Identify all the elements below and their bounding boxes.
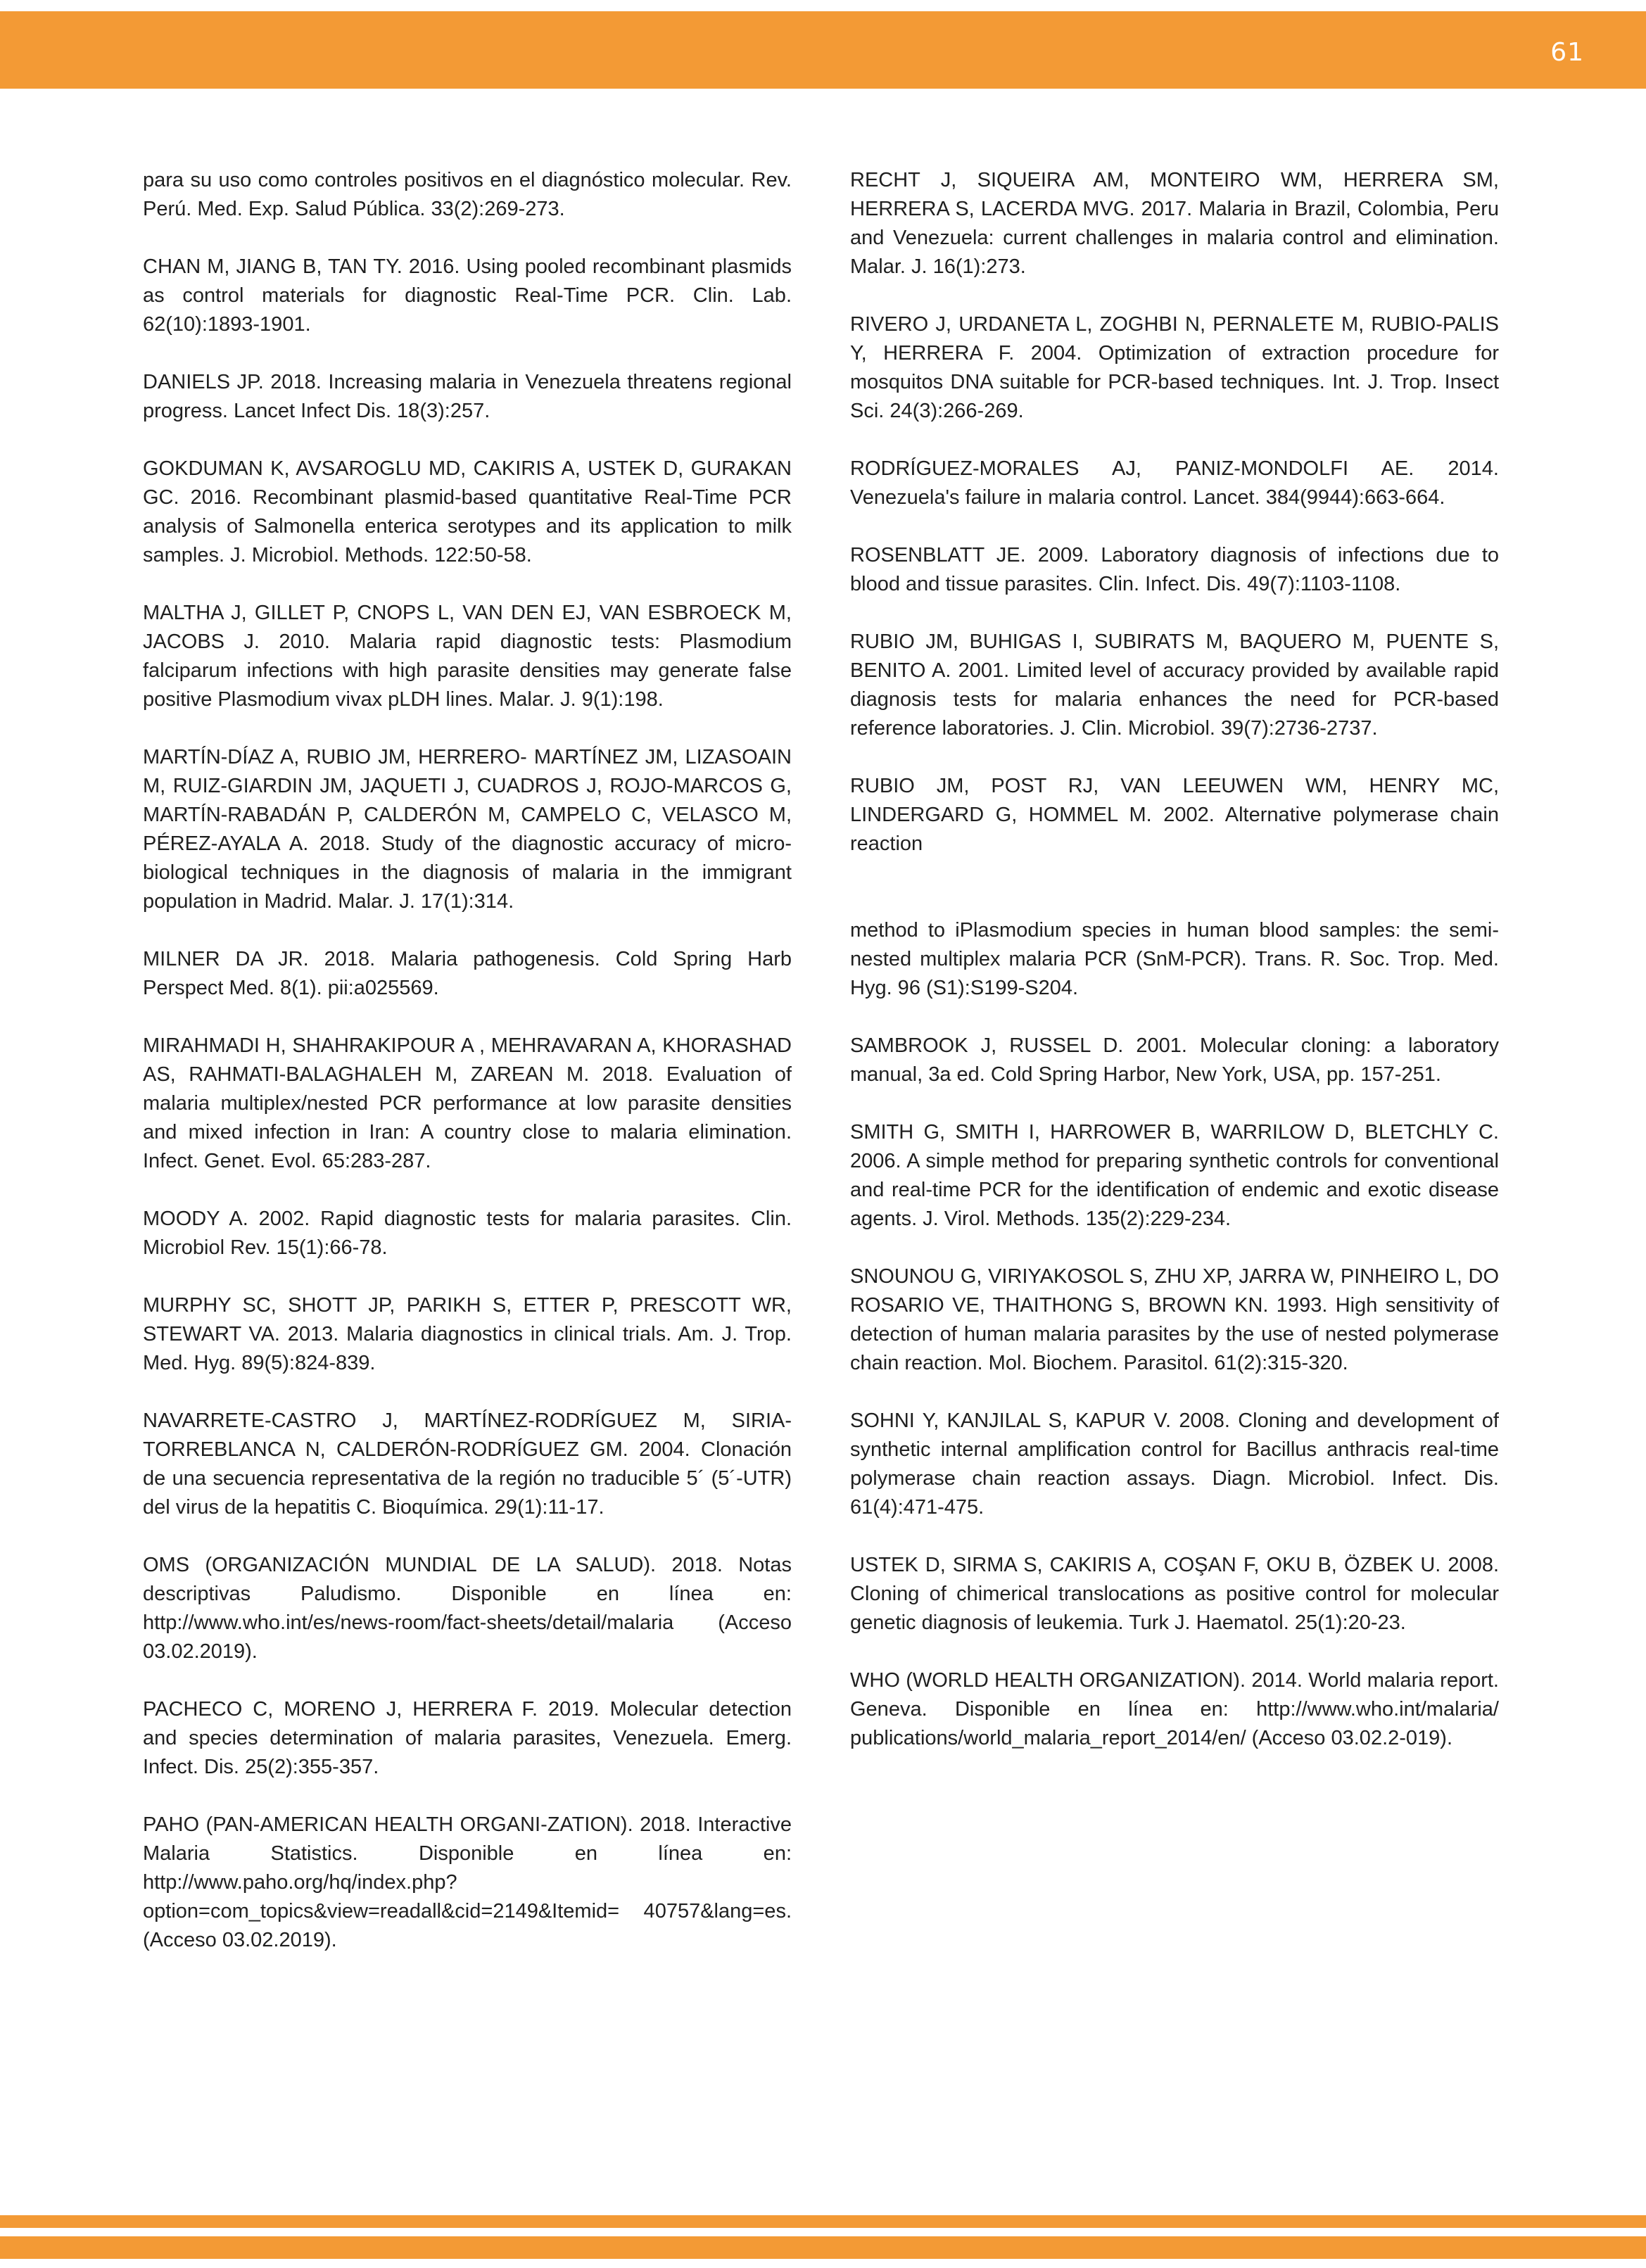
reference-item: SAMBROOK J, RUSSEL D. 2001. Molecular cloning: a laboratory manual, 3a ed. Cold Spring Harbor, New York, USA, pp. 157-251.: [850, 1034, 1499, 1086]
reference-item: para su uso como controles positivos en el diagnóstico molecular. Rev. Perú. Med. Exp. Salud Pública. 33(2):269-273.: [143, 169, 792, 220]
reference-item: CHAN M, JIANG B, TAN TY. 2016. Using pooled recombinant plasmids as control materials for diagnostic Real-Time PCR. Clin. Lab. 62(10):1893-1901.: [143, 255, 792, 336]
reference-item: RUBIO JM, POST RJ, VAN LEEUWEN WM, HENRY MC, LINDERGARD G, HOMMEL M. 2002. Alternative polymerase chain reaction: [850, 775, 1499, 855]
left-column: [143, 166, 792, 1984]
reference-item: NAVARRETE-CASTRO J, MARTÍNEZ-RODRÍGUEZ M, SIRIA-TORREBLANCA N, CALDERÓN-RODRÍGUEZ GM. 2004. Clonación de una secuencia representativa de la región no traducible 5´ (5´-UTR) del virus de la hepatitis C. Bioquímica. 29(1):11-17.: [143, 1409, 792, 1519]
reference-item: ROSENBLATT JE. 2009. Laboratory diagnosis of infections due to blood and tissue parasites. Clin. Infect. Dis. 49(7):1103-1108.: [850, 544, 1499, 595]
reference-item: USTEK D, SIRMA S, CAKIRIS A, COŞAN F, OKU B, ÖZBEK U. 2008. Cloning of chimerical translocations as positive control for molecular genetic diagnosis of leukemia. Turk J. Haematol. 25(1):20-23.: [850, 1554, 1499, 1634]
footer-band-thick: [0, 2236, 1646, 2259]
reference-item: SNOUNOU G, VIRIYAKOSOL S, ZHU XP, JARRA W, PINHEIRO L, DO ROSARIO VE, THAITHONG S, BROWN KN. 1993. High sensitivity of detection of human malaria parasites by the use of nested polymerase chain reaction. Mol. Biochem. Parasitol. 61(2):315-320.: [850, 1265, 1499, 1374]
page-number: 61: [1550, 38, 1584, 67]
reference-item: GOKDUMAN K, AVSAROGLU MD, CAKIRIS A, USTEK D, GURAKAN GC. 2016. Recombinant plasmid-based quantitative Real-Time PCR analysis of Salmonella enterica serotypes and its application to milk samples. J. Microbiol. Methods. 122:50-58.: [143, 457, 792, 566]
footer-band-thin: [0, 2215, 1646, 2228]
reference-item: MARTÍN-DÍAZ A, RUBIO JM, HERRERO- MARTÍNEZ JM, LIZASOAIN M, RUIZ-GIARDIN JM, JAQUETI J, CUADROS J, ROJO-MARCOS G, MARTÍN-RABADÁN P, CALDERÓN M, CAMPELO C, VELASCO M, PÉREZ-AYALA A. 2018. Study of the diagnostic accuracy of micro-biological techniques in the diagnosis of malaria in the immigrant population in Madrid. Malar. J. 17(1):314.: [143, 746, 792, 913]
reference-item: MURPHY SC, SHOTT JP, PARIKH S, ETTER P, PRESCOTT WR, STEWART VA. 2013. Malaria diagnostics in clinical trials. Am. J. Trop. Med. Hyg. 89(5):824-839.: [143, 1294, 792, 1374]
reference-item: method to iPlasmodium species in human blood samples: the semi-nested multiplex malaria PCR (SnM-PCR). Trans. R. Soc. Trop. Med. Hyg. 96 (S1):S199-S204.: [850, 919, 1499, 999]
reference-item: RUBIO JM, BUHIGAS I, SUBIRATS M, BAQUERO M, PUENTE S, BENITO A. 2001. Limited level of accuracy provided by available rapid diagnosis tests for malaria enhances the need for PCR-based reference laboratories. J. Clin. Microbiol. 39(7):2736-2737.: [850, 631, 1499, 740]
reference-item: RIVERO J, URDANETA L, ZOGHBI N, PERNALETE M, RUBIO-PALIS Y, HERRERA F. 2004. Optimization of extraction procedure for mosquitos DNA suitable for PCR-based techniques. Int. J. Trop. Insect Sci. 24(3):266-269.: [850, 313, 1499, 422]
reference-item: WHO (WORLD HEALTH ORGANIZATION). 2014. World malaria report. Geneva. Disponible en línea en: http://www.who.int/malaria/ publications/world_malaria_report_2014/en/ (Acceso 03.02.2-019).: [850, 1669, 1499, 1749]
reference-item: MALTHA J, GILLET P, CNOPS L, VAN DEN EJ, VAN ESBROECK M, JACOBS J. 2010. Malaria rapid diagnostic tests: Plasmodium falciparum infections with high parasite densities may generate false positive Plasmodium vivax pLDH lines. Malar. J. 9(1):198.: [143, 602, 792, 711]
reference-item: PACHECO C, MORENO J, HERRERA F. 2019. Molecular detection and species determination of malaria parasites, Venezuela. Emerg. Infect. Dis. 25(2):355-357.: [143, 1698, 792, 1778]
reference-item: SMITH G, SMITH I, HARROWER B, WARRILOW D, BLETCHLY C. 2006. A simple method for preparing synthetic controls for conventional and real-time PCR for the identification of endemic and exotic disease agents. J. Virol. Methods. 135(2):229-234.: [850, 1121, 1499, 1230]
reference-item: MILNER DA JR. 2018. Malaria pathogenesis. Cold Spring Harb Perspect Med. 8(1). pii:a025569.: [143, 948, 792, 999]
header-band: [0, 11, 1646, 89]
reference-item: MOODY A. 2002. Rapid diagnostic tests for malaria parasites. Clin. Microbiol Rev. 15(1):66-78.: [143, 1208, 792, 1259]
reference-item: MIRAHMADI H, SHAHRAKIPOUR A , MEHRAVARAN A, KHORASHAD AS, RAHMATI-BALAGHALEH M, ZAREAN M. 2018. Evaluation of malaria multiplex/nested PCR performance at low parasite densities and mixed infection in Iran: A country close to malaria elimination. Infect. Genet. Evol. 65:283-287.: [143, 1034, 792, 1172]
reference-item: RODRÍGUEZ-MORALES AJ, PANIZ-MONDOLFI AE. 2014. Venezuela's failure in malaria control. Lancet. 384(9944):663-664.: [850, 457, 1499, 509]
reference-item: SOHNI Y, KANJILAL S, KAPUR V. 2008. Cloning and development of synthetic internal amplification control for Bacillus anthracis real-time polymerase chain reaction assays. Diagn. Microbiol. Infect. Dis. 61(4):471-475.: [850, 1409, 1499, 1519]
reference-item: PAHO (PAN-AMERICAN HEALTH ORGANI-ZATION). 2018. Interactive Malaria Statistics. Disponible en línea en: http://www.paho.org/hq/index.php?option=com_topics&view=readall&cid=2149&Itemid= 40757&lang=es. (Acceso 03.02.2019).: [143, 1813, 792, 1951]
reference-item: DANIELS JP. 2018. Increasing malaria in Venezuela threatens regional progress. Lancet Infect Dis. 18(3):257.: [143, 371, 792, 422]
reference-item: OMS (ORGANIZACIÓN MUNDIAL DE LA SALUD). 2018. Notas descriptivas Paludismo. Disponible en línea en: http://www.who.int/es/news-room/fact-sheets/detail/malaria (Acceso 03.02.2019).: [143, 1554, 792, 1663]
reference-item: RECHT J, SIQUEIRA AM, MONTEIRO WM, HERRERA SM, HERRERA S, LACERDA MVG. 2017. Malaria in Brazil, Colombia, Peru and Venezuela: current challenges in malaria control and elimination. Malar. J. 16(1):273.: [850, 169, 1499, 278]
right-column: [850, 166, 1499, 1782]
